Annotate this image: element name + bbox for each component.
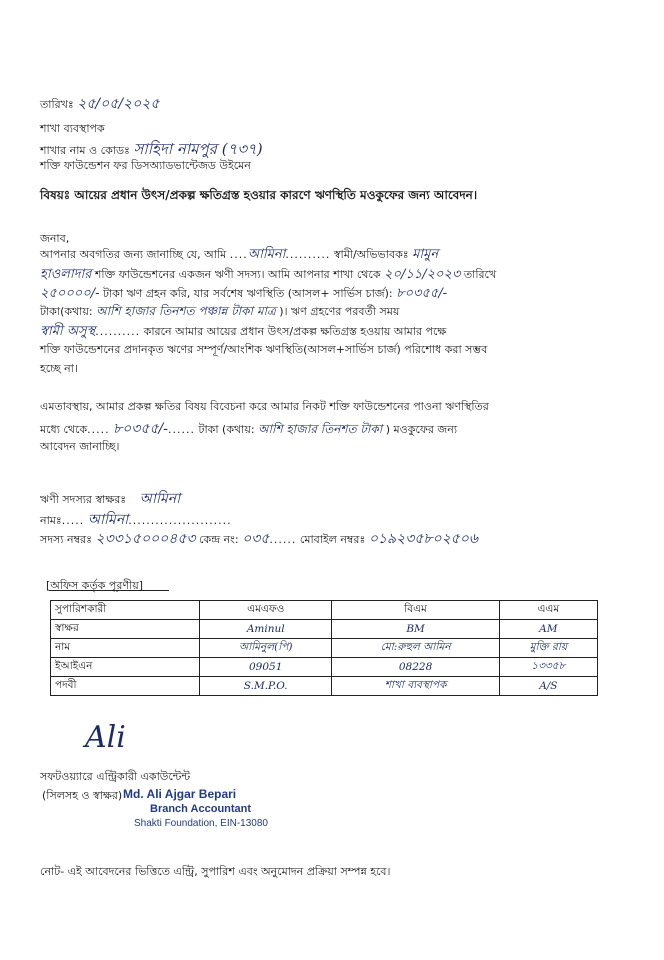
row-label: স্বাক্ষর	[51, 620, 200, 639]
text-segment: স্বামী/অভিভাবকঃ	[333, 248, 409, 261]
accountant-seal-note: (সিলসহ ও স্বাক্ষর)	[42, 789, 123, 802]
accountant-signature: Ali	[85, 720, 126, 755]
date-value: ২৫/০৫/২০২৫	[77, 96, 160, 112]
stamp-org: Shakti Foundation, EIN-13080	[134, 818, 268, 829]
date-label: তারিখঃ	[40, 98, 74, 111]
table-row	[51, 658, 598, 677]
table-cell: মো:রুহুল আমিন	[332, 639, 499, 658]
center-no: ০৩৫	[242, 531, 270, 547]
org-name: শক্তি ফাউন্ডেশন ফর ডিসঅ্যাডভান্টেজড উইমেন	[40, 159, 251, 172]
text-segment: টাকা ঋণ গ্রহন করি, যার সর্বশেষ ঋণস্থিতি (আসল+ সার্ভিস চার্জ):	[102, 287, 393, 300]
table-cell: BM	[332, 620, 499, 639]
text-segment: কারনে আমার আয়ের প্রধান উৎস/প্রকল্প ক্ষতিগ্রস্ত হওয়ায় আমার পক্ষে	[143, 325, 447, 338]
reason: স্বামী অসুস্থ	[40, 324, 96, 339]
body-line-2	[40, 265, 496, 286]
body-line-8: এমতাবস্থায়, আমার প্রকল্প ক্ষতির বিষয় বিবেচনা করে আমার নিকট শক্তি ফাউন্ডেশনের পাওনা ঋণস্থিতির	[40, 400, 489, 413]
member-signature-label: ঋণী সদস্যর স্বাক্ষরঃ	[40, 493, 127, 506]
text-segment: তারিখে	[463, 268, 497, 281]
addressee: শাখা ব্যবস্থাপক	[40, 122, 105, 135]
applicant-name: আমিনা	[247, 247, 286, 262]
salutation: জনাব,	[40, 232, 70, 245]
date-line	[40, 92, 159, 116]
balance-in-words: আশি হাজার তিনশত পঞ্চান্ন টাকা মাত্র	[96, 304, 276, 318]
member-signature: আমিনা	[139, 491, 181, 507]
body-line-4	[40, 303, 399, 323]
table-row	[51, 639, 598, 658]
table-header-cell: বিএম	[332, 601, 499, 620]
center-label: কেন্দ্র নং:	[199, 533, 239, 546]
body-line-9: মধ্যে থেকে..... ৮০৩৫৫/-...... টাকা (কথায়: আশি হাজার তিনশত টাকা ) মওকুফের জন্য	[40, 421, 458, 437]
subject: বিষয়ঃ আয়ের প্রধান উৎস/প্রকল্প ক্ষতিগ্রস্ত হওয়ার কারণে ঋণস্থিতি মওকুফের জন্য আবেদন।	[40, 188, 478, 202]
loan-amount: ২৫০০০০/-	[40, 286, 100, 301]
mobile-label: মোবাইল নম্বরঃ	[299, 533, 366, 546]
body-line-7: হচ্ছে না।	[40, 362, 78, 375]
body-line-3	[40, 284, 447, 305]
member-name-line: নামঃ..... আমিনা.......................	[40, 512, 232, 528]
branch-label: শাখার নাম ও কোডঃ	[40, 144, 130, 157]
member-details-line: সদস্য নম্বরঃ ২৩৩১৫০০০৪৫৩ কেন্দ্র নং: ০৩৫...... মোবাইল নম্বরঃ ০১৯২৩৫৮০২৫০৬	[40, 531, 478, 547]
row-label: ইআইএন	[51, 658, 200, 677]
branch-value: সাহিদা নামপুর (৭৩৭)	[133, 140, 263, 158]
text-segment: আপনার অবগতির জন্য জানাচ্ছি যে, আমি	[40, 248, 227, 261]
table-cell: AM	[499, 620, 597, 639]
table-cell: 09051	[200, 658, 332, 677]
office-table	[50, 600, 598, 696]
table-cell: আমিনুল(পি)	[200, 639, 332, 658]
loan-balance: ৮০৩৫৫/-	[396, 286, 448, 301]
loan-date: ২০/১১/২০২৩	[384, 267, 461, 282]
accountant-role: সফটওয়্যারে এন্ট্রিকারী একাউন্টেন্ট	[40, 770, 191, 783]
footer-note: নোট- এই আবেদনের ভিত্তিতে এন্ট্রি, সুপারিশ এবং অনুমোদন প্রক্রিয়া সম্পন্ন হবে।	[40, 865, 391, 878]
member-name: আমিনা	[87, 512, 129, 528]
member-no-label: সদস্য নম্বরঃ	[40, 533, 92, 546]
table-cell: ১৩৩৫৮	[499, 658, 597, 677]
text-segment: টাকা(কথায়:	[40, 305, 93, 318]
text-segment: মধ্যে থেকে	[40, 423, 88, 436]
text-segment: টাকা (কথায়:	[198, 423, 255, 436]
table-cell: S.M.P.O.	[200, 677, 332, 696]
table-header-cell: এমএফও	[200, 601, 332, 620]
table-header-cell: সুপারিশকারী	[51, 601, 200, 620]
body-line-1: আপনার অবগতির জন্য জানাচ্ছি যে, আমি ....আমিনা.......... স্বামী/অভিভাবকঃ মামুন	[40, 247, 439, 262]
text-segment: শক্তি ফাউন্ডেশনের একজন ঋণী সদস্য। আমি আপনার শাখা থেকে	[94, 268, 381, 281]
row-label: নাম	[51, 639, 200, 658]
office-title: [অফিস কর্তৃক পূরণীয়]	[46, 579, 143, 592]
text-segment: ) মওকুফের জন্য	[385, 423, 458, 436]
table-cell: শাখা ব্যবস্থাপক	[332, 677, 499, 696]
body-line-5: স্বামী অসুস্থ.......... কারনে আমার আয়ের প্রধান উৎস/প্রকল্প ক্ষতিগ্রস্ত হওয়ায় আমার পক্ষে	[40, 324, 447, 339]
table-header-row	[51, 601, 598, 620]
table-row	[51, 677, 598, 696]
body-line-6: শক্তি ফাউন্ডেশনের প্রদানকৃত ঋণের সম্পূর্ণ/আংশিক ঋণস্থিতি(আসল+সার্ভিস চার্জ) পরিশোধ করা সম্ভব	[40, 343, 488, 356]
table-cell: 08228	[332, 658, 499, 677]
row-label: পদবী	[51, 677, 200, 696]
table-row	[51, 620, 598, 639]
member-name-label: নামঃ	[40, 514, 62, 527]
stamp-role: Branch Accountant	[150, 803, 252, 815]
member-no: ২৩৩১৫০০০৪৫৩	[95, 531, 196, 547]
guardian-surname: হাওলাদার	[40, 267, 92, 282]
table-cell: মুক্তি রায়	[499, 639, 597, 658]
table-cell: A/S	[499, 677, 597, 696]
table-header-cell: এএম	[499, 601, 597, 620]
mobile-no: ০১৯২৩৫৮০২৫০৬	[368, 531, 478, 547]
stamp-name: Md. Ali Ajgar Bepari	[123, 787, 237, 801]
waiver-amount: ৮০৩৫৫/-	[113, 421, 168, 437]
waiver-in-words: আশি হাজার তিনশত টাকা	[258, 422, 383, 436]
text-segment: )। ঋণ গ্রহণের পরবর্তী সময়	[279, 305, 400, 318]
body-line-10: আবেদন জানাচ্ছি।	[40, 440, 120, 453]
table-cell: Aminul	[200, 620, 332, 639]
guardian-name: মামুন	[412, 247, 439, 262]
